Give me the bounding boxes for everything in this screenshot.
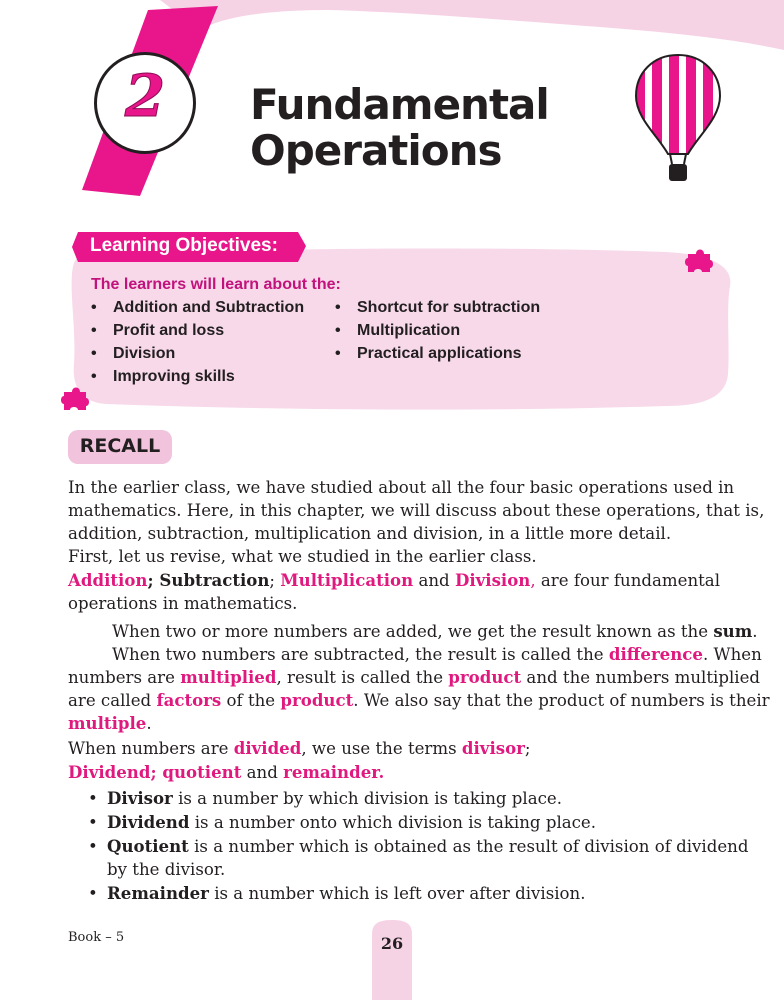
- bullet: •: [88, 884, 98, 903]
- text: ,: [530, 571, 536, 590]
- objective-label: Division: [113, 345, 176, 362]
- term-divisor: divisor: [461, 738, 525, 758]
- objective-label: Profit and loss: [113, 322, 225, 339]
- objective-item: [91, 345, 175, 363]
- bullet: •: [91, 345, 97, 362]
- definition-term: Divisor: [107, 788, 173, 808]
- objective-item: [335, 345, 522, 363]
- text: numbers are: [68, 668, 181, 687]
- objective-label: Addition and Subtraction: [113, 299, 305, 316]
- bullet: •: [88, 837, 98, 856]
- text: When two or more numbers are added, we get the result known as the: [112, 622, 714, 641]
- term-dividend-quotient: Dividend; quotient: [68, 762, 242, 782]
- body-line: [68, 737, 716, 760]
- body-line: [112, 643, 762, 666]
- text: . When: [702, 645, 762, 664]
- body-line: [112, 620, 758, 643]
- text: and the numbers multiplied: [521, 668, 761, 687]
- text: . We also say that the product of numbers is their: [353, 691, 770, 710]
- text: ;: [147, 570, 160, 590]
- term-remainder: remainder.: [283, 762, 385, 782]
- objective-item: [91, 322, 224, 340]
- body-line: In the earlier class, we have studied about all the four basic operations used in: [68, 478, 735, 497]
- hot-air-balloon-icon: [632, 52, 724, 184]
- body-segment: [68, 569, 720, 592]
- text: are called: [68, 691, 157, 710]
- body-line: mathematics. Here, in this chapter, we will discuss about these operations, that is,: [68, 501, 765, 520]
- definition-text: is a number by which division is taking place.: [172, 789, 563, 808]
- term-product: product: [280, 690, 354, 710]
- text: When two numbers are subtracted, the result is called the: [112, 645, 609, 664]
- page-number-tab: [372, 920, 412, 1000]
- bullet: •: [335, 322, 341, 339]
- chapter-title-line2: Operations: [250, 126, 502, 175]
- objective-label: Improving skills: [113, 368, 235, 385]
- bullet: •: [91, 299, 97, 316]
- objectives-intro: The learners will learn about the:: [91, 276, 341, 293]
- body-line: operations in mathematics.: [68, 594, 298, 613]
- objective-item: [335, 299, 540, 317]
- objective-label: Multiplication: [357, 322, 461, 339]
- definition-item: [88, 882, 586, 905]
- definition-item: [88, 787, 562, 810]
- term-product: product: [448, 667, 522, 687]
- term-factors: factors: [156, 690, 222, 710]
- text: .: [752, 622, 758, 641]
- chapter-number: 2: [124, 62, 166, 130]
- objective-item: [91, 368, 235, 386]
- bullet: •: [91, 322, 97, 339]
- body-line: [68, 666, 761, 689]
- bullet: •: [88, 813, 98, 832]
- text: of the: [221, 691, 281, 710]
- text: are four fundamental: [535, 571, 721, 590]
- objective-item: [91, 299, 304, 317]
- objective-label: Shortcut for subtraction: [357, 299, 541, 316]
- body-line: addition, subtraction, multiplication and division, in a little more detail.: [68, 524, 672, 543]
- body-line: [68, 569, 721, 592]
- term-division: Division: [454, 570, 531, 590]
- puzzle-piece-icon: [684, 244, 716, 276]
- term-sum: sum: [713, 621, 753, 641]
- term-multiple: multiple: [68, 713, 147, 733]
- definition-term: Dividend: [107, 812, 190, 832]
- term-addition: Addition: [68, 570, 148, 590]
- definition-text: is a number onto which division is taking place.: [189, 813, 597, 832]
- objective-label: Practical applications: [357, 345, 522, 362]
- term-difference: difference: [608, 644, 703, 664]
- definition-continuation: by the divisor.: [107, 860, 226, 879]
- term-subtraction: Subtraction: [159, 570, 270, 590]
- puzzle-piece-icon: [60, 382, 92, 414]
- definition-text: is a number which is left over after division.: [208, 884, 586, 903]
- book-label: Book – 5: [68, 930, 125, 945]
- term-divided: divided: [233, 738, 302, 758]
- text: When numbers are: [68, 739, 234, 758]
- definition-item: [88, 835, 748, 858]
- text: and: [241, 763, 284, 782]
- text: .: [146, 714, 152, 733]
- bullet: •: [335, 299, 341, 316]
- bullet: •: [88, 789, 98, 808]
- text: ;: [269, 571, 281, 590]
- bullet: •: [91, 368, 97, 385]
- body-line: First, let us revise, what we studied in the earlier class.: [68, 547, 537, 566]
- definition-text: is a number which is obtained as the result of division of dividend: [188, 837, 749, 856]
- bullet: •: [335, 345, 341, 362]
- page-number: 26: [380, 934, 404, 953]
- recall-label: RECALL: [79, 435, 161, 457]
- objectives-tab-label: Learning Objectives:: [90, 235, 278, 256]
- term-multiplied: multiplied: [180, 667, 277, 687]
- definition-item: [88, 811, 596, 834]
- chapter-title-line1: Fundamental: [250, 80, 549, 129]
- term-multiplication: Multiplication: [280, 570, 414, 590]
- text: and: [413, 571, 455, 590]
- body-line: [68, 712, 716, 735]
- text: , we use the terms: [301, 739, 462, 758]
- definition-term: Remainder: [107, 883, 209, 903]
- text: ;: [524, 739, 531, 758]
- text: , result is called the: [276, 668, 449, 687]
- body-line: [68, 689, 770, 712]
- body-line: [68, 761, 716, 784]
- definition-term: Quotient: [107, 836, 189, 856]
- chapter-title: [250, 82, 549, 174]
- objective-item: [335, 322, 460, 340]
